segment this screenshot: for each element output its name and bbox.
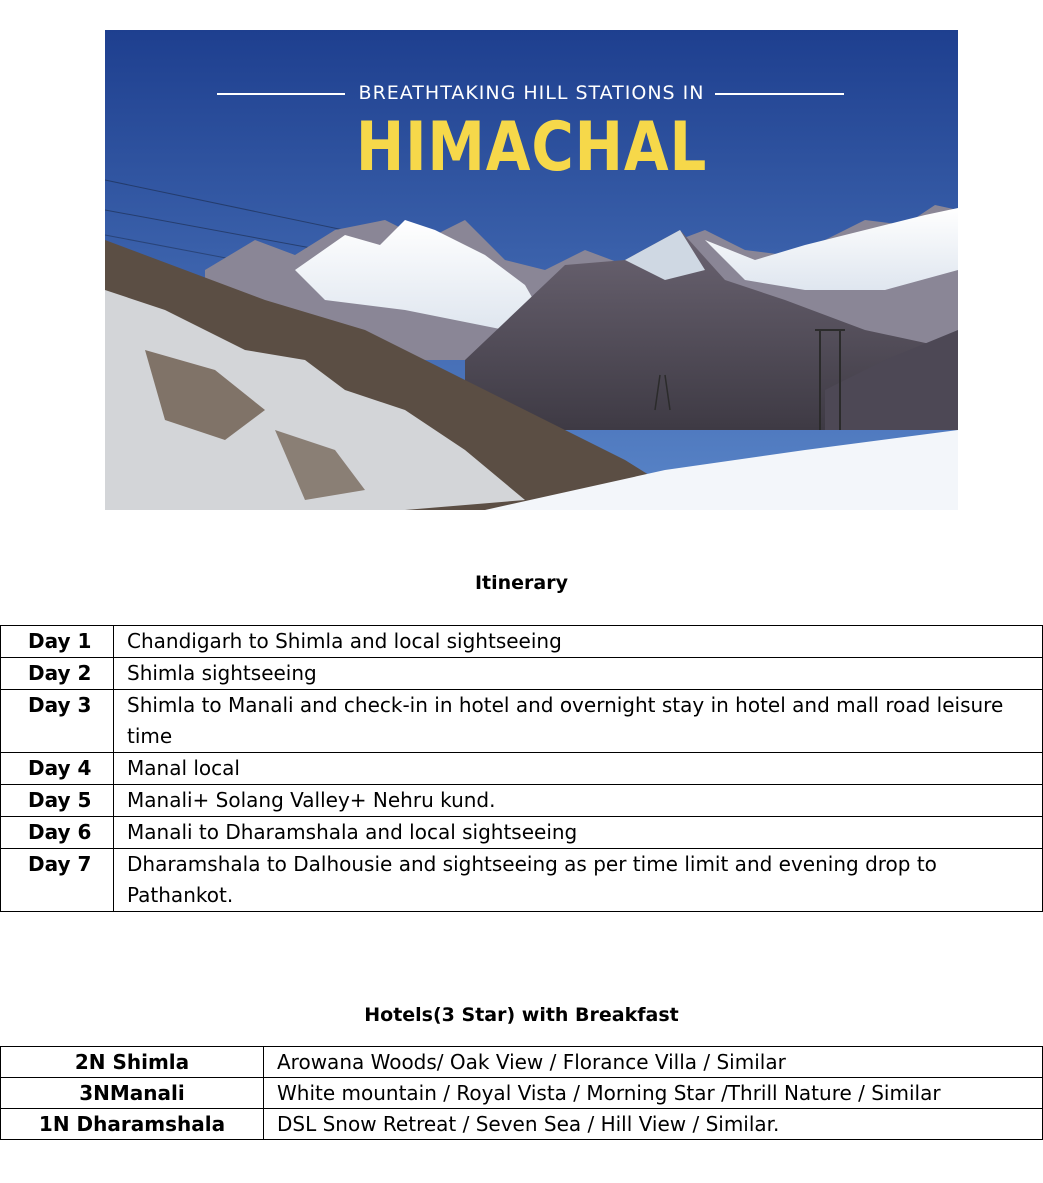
description-cell: Dharamshala to Dalhousie and sightseeing as per time limit and evening drop to Pathankot. [114, 849, 1043, 912]
itinerary-heading: Itinerary [474, 572, 569, 594]
table-row [1, 1047, 1043, 1078]
day-cell: Day 1 [1, 626, 114, 658]
table-row [1, 753, 1043, 785]
day-cell: Day 2 [1, 658, 114, 690]
table-row [1, 1109, 1043, 1140]
table-row [1, 626, 1043, 658]
banner-subtitle: BREATHTAKING HILL STATIONS IN [358, 82, 705, 104]
table-row [1, 817, 1043, 849]
banner-title: HIMACHAL [355, 108, 708, 187]
description-cell: Manal local [114, 753, 1043, 785]
hotel-options-cell: DSL Snow Retreat / Seven Sea / Hill View / Similar. [264, 1109, 1043, 1140]
day-cell: Day 3 [1, 690, 114, 753]
table-row [1, 658, 1043, 690]
table-row [1, 849, 1043, 912]
hotel-options-cell: White mountain / Royal Vista / Morning Star /Thrill Nature / Similar [264, 1078, 1043, 1109]
table-row [1, 785, 1043, 817]
city-cell: 2N Shimla [1, 1047, 264, 1078]
hotels-table [0, 1046, 1043, 1140]
city-cell: 1N Dharamshala [1, 1109, 264, 1140]
hotel-options-cell: Arowana Woods/ Oak View / Florance Villa / Similar [264, 1047, 1043, 1078]
day-cell: Day 4 [1, 753, 114, 785]
description-cell: Shimla to Manali and check-in in hotel and overnight stay in hotel and mall road leisure time [114, 690, 1043, 753]
description-cell: Manali to Dharamshala and local sightseeing [114, 817, 1043, 849]
description-cell: Manali+ Solang Valley+ Nehru kund. [114, 785, 1043, 817]
hotels-heading: Hotels(3 Star) with Breakfast [364, 1004, 679, 1026]
table-row [1, 690, 1043, 753]
itinerary-table [0, 625, 1043, 912]
day-cell: Day 7 [1, 849, 114, 912]
city-cell: 3NManali [1, 1078, 264, 1109]
description-cell: Chandigarh to Shimla and local sightseeing [114, 626, 1043, 658]
day-cell: Day 6 [1, 817, 114, 849]
description-cell: Shimla sightseeing [114, 658, 1043, 690]
table-row [1, 1078, 1043, 1109]
hero-banner [105, 30, 958, 510]
day-cell: Day 5 [1, 785, 114, 817]
